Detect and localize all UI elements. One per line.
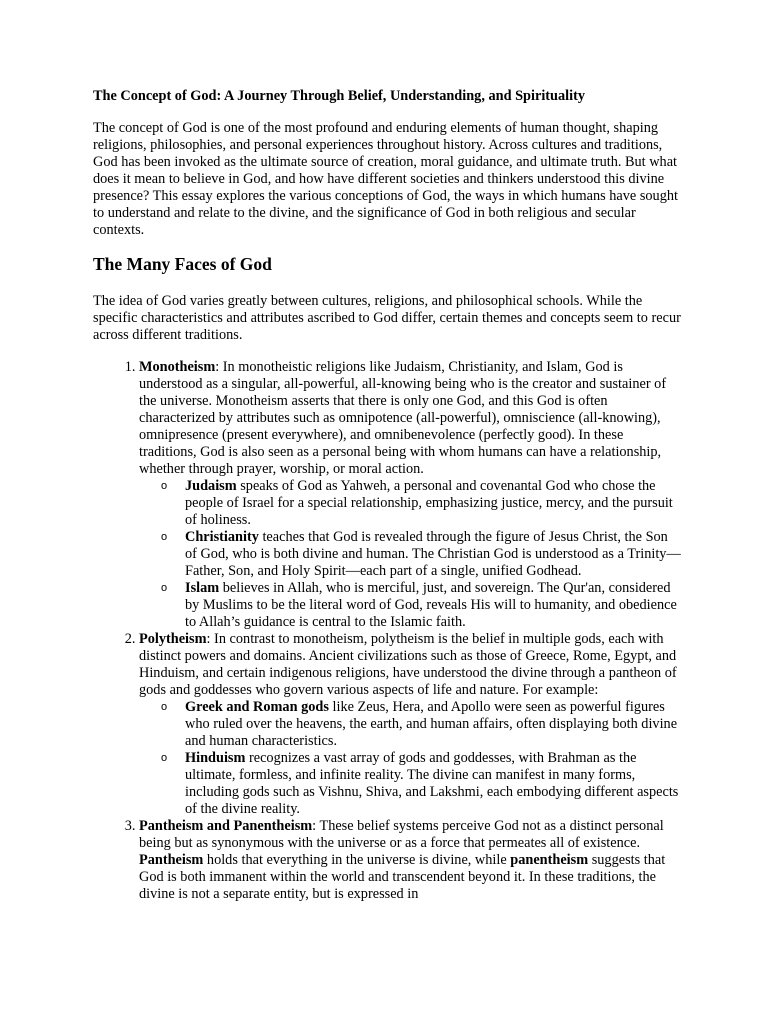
pantheism-text-a: : These belief systems perceive God not as a distinct personal being but as synonymous with the universe or as a force that permeates all of existence. <box>139 818 664 851</box>
beliefs-list <box>93 359 683 903</box>
term-greek-roman: Greek and Roman gods <box>185 699 329 715</box>
sub-item-christianity <box>185 529 683 580</box>
sub-item-islam <box>185 580 683 631</box>
term-monotheism: Monotheism <box>139 359 216 375</box>
term-panentheism: panentheism <box>510 852 589 868</box>
intro-paragraph: The concept of God is one of the most profound and enduring elements of human thought, shaping religions, philosophies, and personal experiences throughout history. Across cultures and traditions, God has been invoked as the ultimate source of creation, moral guidance, and ultimate truth. But what does it mean to believe in God, and how have different societies and thinkers understood this divine presence? This essay explores the various conceptions of God, the ways in which humans have sought to understand and relate to the divine, and the significance of God in both religious and secular contexts. <box>93 120 678 238</box>
sub-item-greek-roman <box>185 699 683 750</box>
pantheism-text-b: holds that everything in the universe is divine, while <box>203 852 511 868</box>
pantheism-text-c: suggests that God is both immanent within the world and transcendent beyond it. In these traditions, the divine is not a separate entity, but is expressed in <box>139 852 666 902</box>
document-title: The Concept of God: A Journey Through Belief, Understanding, and Spirituality <box>93 88 585 104</box>
document-page <box>93 88 683 903</box>
term-pantheism: Pantheism <box>139 852 204 868</box>
term-hinduism: Hinduism <box>185 750 246 766</box>
section-intro-paragraph: The idea of God varies greatly between cultures, religions, and philosophical schools. While the specific characteristics and attributes ascribed to God differ, certain themes and concepts seem to recur across different traditions. <box>93 293 681 343</box>
term-judaism: Judaism <box>185 478 237 494</box>
greek-roman-text: like Zeus, Hera, and Apollo were seen as powerful figures who ruled over the heavens, the earth, and human affairs, often displaying both divine and human characteristics. <box>185 699 678 749</box>
term-islam: Islam <box>185 580 220 596</box>
term-polytheism: Polytheism <box>139 631 207 647</box>
polytheism-text: : In contrast to monotheism, polytheism is the belief in multiple gods, each with distinct powers and domains. Ancient civilizations such as those of Greece, Rome, Egypt, and Hinduism, and certain indigenous religions, have understood the divine through a pantheon of gods and goddesses who govern various aspects of life and nature. For example: <box>139 631 677 698</box>
term-christianity: Christianity <box>185 529 259 545</box>
hinduism-text: recognizes a vast array of gods and goddesses, with Brahman as the ultimate, formless, and infinite reality. The divine can manifest in many forms, including gods such as Vishnu, Shiva, and Lakshmi, each embodying different aspects of the divine reality. <box>185 750 679 817</box>
term-pantheism-panentheism: Pantheism and Panentheism <box>139 818 313 834</box>
islam-text: believes in Allah, who is merciful, just, and sovereign. The Qur'an, considered by Muslims to be the literal word of God, reveals His will to humanity, and obedience to Allah’s guidance is central to the Islamic faith. <box>185 580 677 630</box>
list-item-polytheism <box>139 631 683 818</box>
section-heading: The Many Faces of God <box>93 254 272 274</box>
list-item-pantheism <box>139 818 683 903</box>
polytheism-sublist <box>139 699 683 818</box>
sub-item-hinduism <box>185 750 683 818</box>
monotheism-text: : In monotheistic religions like Judaism, Christianity, and Islam, God is understood as a singular, all-powerful, all-knowing being who is the creator and sustainer of the universe. Monotheism asserts that there is only one God, and this God is often characterized by attributes such as omnipotence (all-powerful), omniscience (all-knowing), omnipresence (present everywhere), and omnibenevolence (perfectly good). In these traditions, God is also seen as a personal being with whom humans can have a relationship, whether through prayer, worship, or moral action. <box>139 359 667 477</box>
judaism-text: speaks of God as Yahweh, a personal and covenantal God who chose the people of Israel for a special relationship, emphasizing justice, mercy, and the pursuit of holiness. <box>185 478 673 528</box>
christianity-text: teaches that God is revealed through the figure of Jesus Christ, the Son of God, who is both divine and human. The Christian God is understood as a Trinity—Father, Son, and Holy Spirit—each part of a single, unified Godhead. <box>185 529 681 579</box>
monotheism-sublist <box>139 478 683 631</box>
sub-item-judaism <box>185 478 683 529</box>
list-item-monotheism <box>139 359 683 631</box>
